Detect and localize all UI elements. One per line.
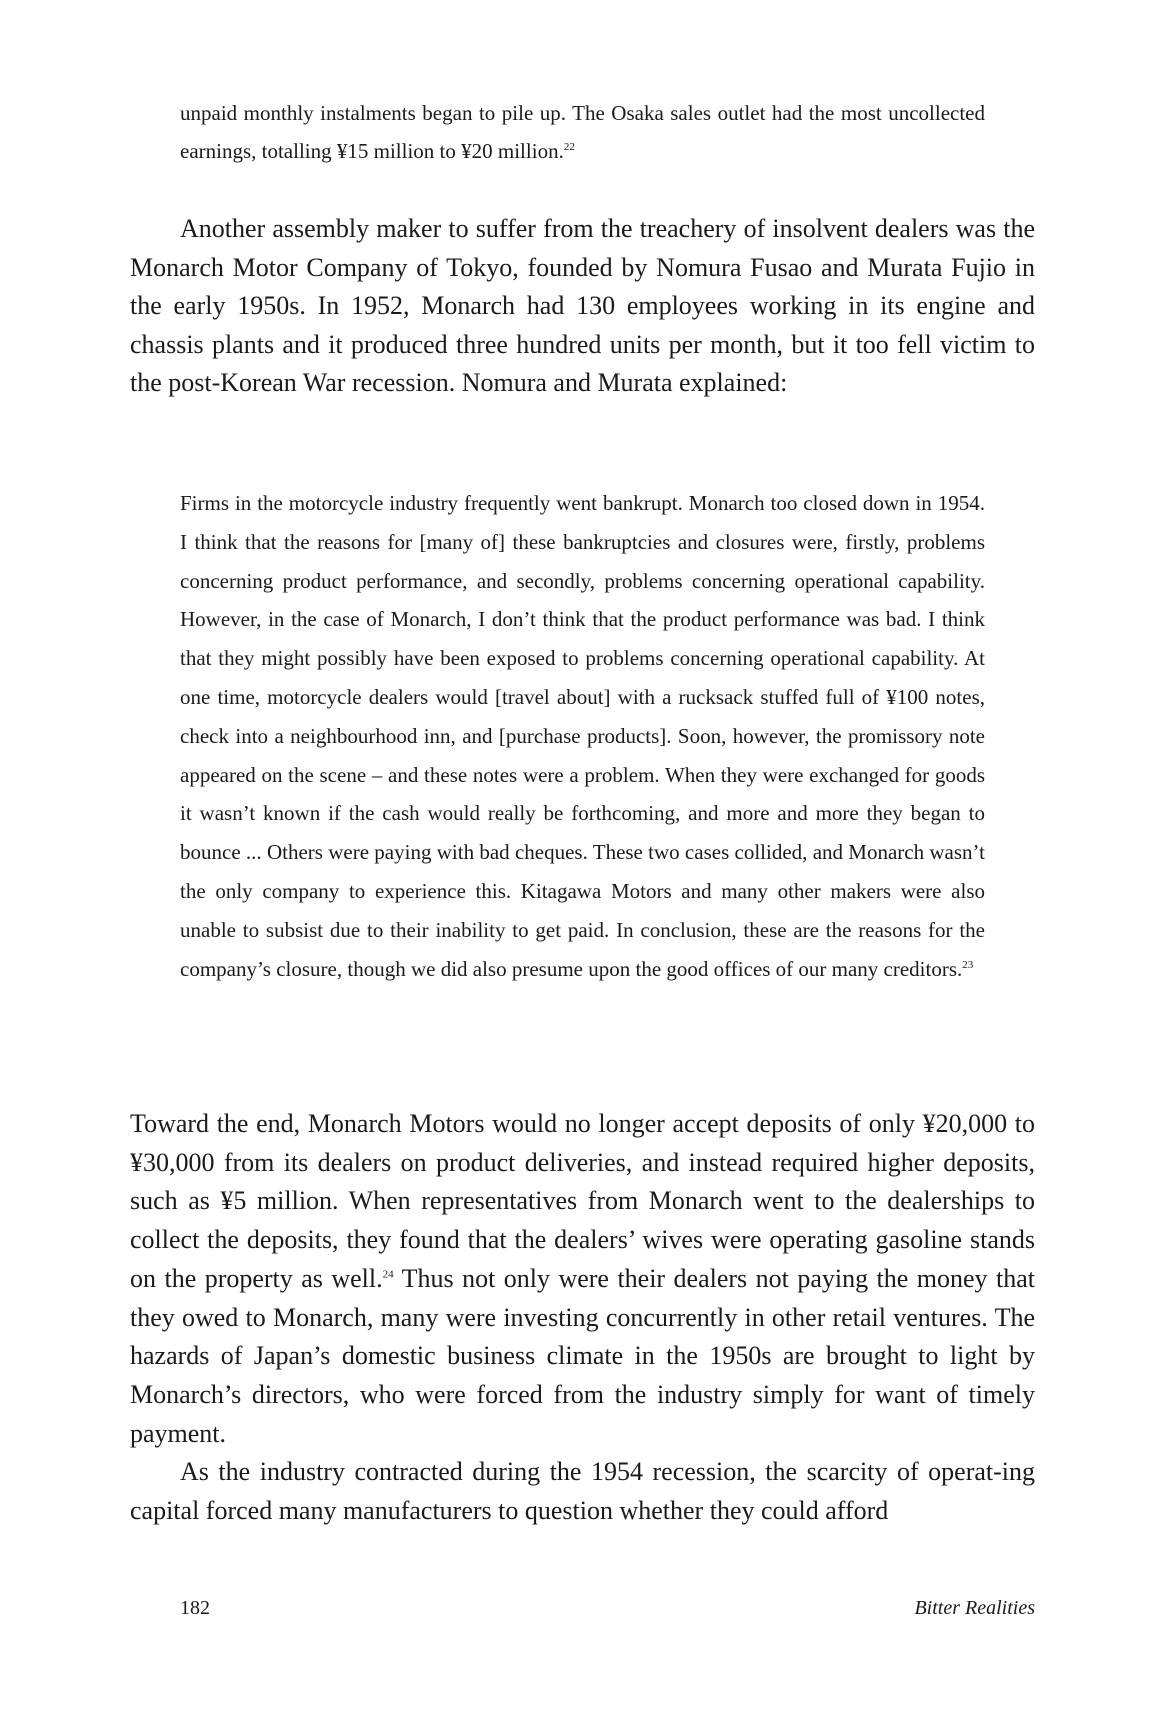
footnote-ref: 22	[563, 141, 575, 153]
block-quote	[180, 484, 985, 988]
footnote-ref: 24	[382, 1268, 394, 1281]
paragraph-text: Another assembly maker to suffer from the treachery of insolvent dealers was the Monarch Motor Company of Tokyo, founded by Nomura Fusao and Murata Fujio in the early 1950s. In 1952, Monarch had 130 employees working in its engine and chassis plants and it produced three hundred units per month, but it too fell victim to the post-Korean War recession. Nomura and Murata explained:	[130, 214, 1035, 397]
running-head: Bitter Realities	[914, 1597, 1035, 1619]
paragraph-text: As the industry contracted during the 1954 recession, the scarcity of operat-ing capital forced many manufacturers to question whether they could afford	[130, 1457, 1035, 1526]
body-paragraph-1	[130, 210, 1035, 403]
quote-text: Firms in the motorcycle industry frequently went bankrupt. Monarch too closed down in 1954. I think that the reasons for [many of] these bankruptcies and closures were, firstly, problems concerning product performance, and secondly, problems concerning operational capability. However, in the case of Monarch, I don’t think that the product performance was bad. I think that they might possibly have been exposed to problems concerning operational capability. At one time, motorcycle dealers would [travel about] with a rucksack stuffed full of ¥100 notes, check into a neighbourhood inn, and [purchase products]. Soon, however, the promissory note appeared on the scene – and these notes were a problem. When they were exchanged for goods it wasn’t known if the cash would really be forthcoming, and more and more they began to bounce ... Others were paying with bad cheques. These two cases collided, and Monarch wasn’t the only company to experience this. Kitagawa Motors and many other makers were also unable to subsist due to their inability to get paid. In conclusion, these are the reasons for the company’s closure, though we did also presume upon the good offices of our many creditors.$^{23}$	[180, 491, 985, 981]
body-paragraphs-2	[130, 1105, 1035, 1531]
page-number: 182	[180, 1597, 210, 1619]
footnote-ref: 23	[962, 958, 974, 971]
continued-extract	[180, 94, 985, 170]
extract-text: unpaid monthly instalments began to pile up. The Osaka sales outlet had the most uncollected earnings, totalling ¥15 million to ¥20 million.$^{22}$	[180, 101, 985, 163]
paragraph-text: Toward the end, Monarch Motors would no longer accept deposits of only ¥20,000 to ¥30,000 from its dealers on product deliveries, and instead required higher deposits, such as ¥5 million. When representatives from Monarch went to the dealerships to collect the deposits, they found that the dealers’ wives were operating gasoline stands on the property as well.$^{24}$ Thus not only were their dealers not paying the money that they owed to Monarch, many were investing concurrently in other retail ventures. The hazards of Japan’s domestic business climate in the 1950s are brought to light by Monarch’s directors, who were forced from the industry simply for want of timely payment.	[130, 1109, 1035, 1448]
